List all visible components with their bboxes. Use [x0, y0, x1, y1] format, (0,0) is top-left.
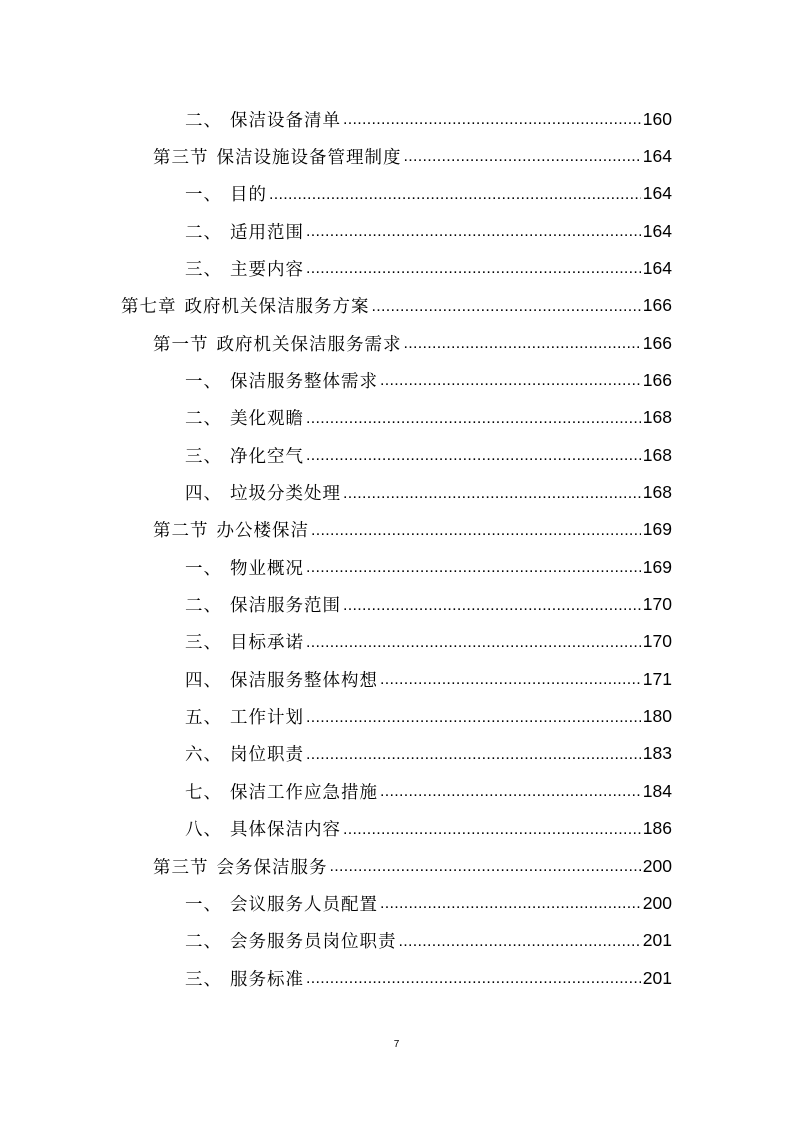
- toc-entry[interactable]: [121, 291, 672, 321]
- toc-entry-page: 166: [642, 332, 672, 353]
- toc-entry-title: [185, 555, 304, 580]
- toc-entry[interactable]: [185, 216, 672, 246]
- toc-entry-text: 保洁设施设备管理制度: [216, 147, 402, 168]
- toc-entry-text: 目的: [230, 185, 267, 206]
- toc-entry-page: 160: [642, 108, 672, 129]
- toc-entry-title: [185, 405, 304, 430]
- dot-leader: [380, 895, 641, 913]
- dot-leader: [306, 410, 641, 428]
- toc-entry-number: 三、: [185, 969, 222, 990]
- toc-entry[interactable]: [153, 515, 672, 545]
- toc-entry-title: [185, 107, 341, 132]
- toc-entry-page: 166: [642, 369, 672, 390]
- dot-leader: [343, 485, 641, 503]
- dot-leader: [380, 671, 641, 689]
- toc-entry-title: [153, 144, 402, 169]
- toc-entry-title: [185, 480, 341, 505]
- toc-entry-number: 五、: [185, 708, 222, 729]
- page-number: 7: [393, 1039, 400, 1050]
- toc-entry[interactable]: [185, 888, 672, 918]
- dot-leader: [269, 186, 641, 204]
- toc-entry[interactable]: [185, 926, 672, 956]
- toc-entry-title: [185, 667, 378, 692]
- toc-entry-number: 二、: [185, 110, 222, 131]
- toc-entry-title: [185, 741, 304, 766]
- toc-entry-text: 主要内容: [230, 259, 304, 280]
- toc-entry-number: 三、: [185, 259, 222, 280]
- toc-entry-page: 168: [642, 482, 672, 502]
- toc-entry-number: 一、: [185, 185, 222, 206]
- dot-leader: [330, 858, 641, 876]
- dot-leader: [306, 970, 641, 988]
- toc-entry-number: 第七章: [121, 297, 177, 318]
- toc-entry-number: 四、: [185, 670, 222, 691]
- toc-entry-title: [185, 891, 378, 916]
- dot-leader: [399, 933, 641, 951]
- toc-entry-title: [185, 443, 304, 468]
- toc-entry-page: 171: [642, 668, 672, 689]
- toc-entry-page: 186: [642, 818, 672, 839]
- toc-entry-number: 二、: [185, 932, 222, 953]
- toc-entry-text: 政府机关保洁服务方案: [184, 297, 370, 318]
- toc-entry[interactable]: [153, 141, 672, 171]
- toc-entry-number: 一、: [185, 558, 222, 579]
- toc-entry[interactable]: [185, 403, 672, 433]
- toc-entry-text: 保洁服务整体构想: [230, 670, 378, 691]
- toc-entry-text: 会务服务员岗位职责: [230, 932, 397, 953]
- dot-leader: [343, 821, 641, 839]
- dot-leader: [306, 559, 641, 577]
- toc-entry-text: 美化观瞻: [230, 409, 304, 430]
- toc-entry-text: 岗位职责: [230, 745, 304, 766]
- toc-entry-title: [153, 517, 309, 542]
- dot-leader: [311, 522, 641, 540]
- toc-entry-text: 具体保洁内容: [230, 820, 341, 841]
- toc-entry-page: 200: [642, 855, 672, 876]
- toc-entry[interactable]: [185, 963, 672, 993]
- toc-entry-title: [185, 704, 304, 729]
- toc-entry-number: 第一节: [153, 334, 209, 355]
- toc-entry-page: 164: [642, 183, 672, 204]
- toc-entry-page: 168: [642, 444, 672, 465]
- toc-entry[interactable]: [185, 739, 672, 769]
- dot-leader: [404, 148, 641, 166]
- toc-entry-title: [185, 928, 397, 953]
- dot-leader: [380, 372, 641, 390]
- toc-entry-number: 三、: [185, 633, 222, 654]
- dot-leader: [306, 746, 641, 764]
- toc-entry-page: 164: [642, 145, 672, 166]
- dot-leader: [306, 223, 641, 241]
- toc-entry-number: 三、: [185, 446, 222, 467]
- toc-entry-number: 一、: [185, 371, 222, 392]
- toc-entry[interactable]: [185, 104, 672, 134]
- toc-entry-page: 184: [642, 780, 672, 801]
- toc-entry-text: 净化空气: [230, 446, 304, 467]
- toc-entry-title: [185, 629, 304, 654]
- toc-entry-text: 适用范围: [230, 222, 304, 243]
- toc-entry-page: 168: [642, 407, 672, 428]
- toc-entry[interactable]: [185, 776, 672, 806]
- toc-entry-number: 二、: [185, 222, 222, 243]
- toc-entry-page: 170: [642, 631, 672, 652]
- toc-entry[interactable]: [185, 664, 672, 694]
- toc-entry-text: 服务标准: [230, 969, 304, 990]
- toc-entry[interactable]: [185, 478, 672, 508]
- toc-entry-text: 物业概况: [230, 558, 304, 579]
- toc-entry-number: 第二节: [153, 521, 209, 542]
- toc-entry[interactable]: [185, 365, 672, 395]
- toc-entry-title: [185, 256, 304, 281]
- toc-entry-text: 保洁服务整体需求: [230, 371, 378, 392]
- toc-entry-page: 164: [642, 220, 672, 241]
- toc-entry-text: 办公楼保洁: [216, 521, 309, 542]
- toc-entry-page: 166: [642, 295, 672, 316]
- dot-leader: [343, 597, 641, 615]
- toc-entry-page: 201: [642, 930, 672, 951]
- toc-entry-page: 164: [642, 257, 672, 278]
- toc-entry[interactable]: [185, 179, 672, 209]
- toc-entry-number: 二、: [185, 596, 222, 617]
- toc-entry-page: 200: [642, 892, 672, 913]
- toc-entry-title: [185, 181, 267, 206]
- toc-entry-number: 六、: [185, 745, 222, 766]
- toc-entry-page: 201: [642, 967, 672, 988]
- toc-entry-page: 169: [642, 519, 672, 540]
- toc-entry-title: [153, 331, 402, 356]
- toc-entry-text: 保洁设备清单: [230, 110, 341, 131]
- toc-entry-page: 180: [642, 706, 672, 727]
- dot-leader: [306, 260, 641, 278]
- toc-entry[interactable]: [185, 814, 672, 844]
- toc-entry-number: 四、: [185, 484, 222, 504]
- toc-entry[interactable]: [185, 253, 672, 283]
- toc-entry[interactable]: [185, 702, 672, 732]
- dot-leader: [380, 783, 641, 801]
- toc-entry-text: 会议服务人员配置: [230, 894, 378, 915]
- toc-entry-page: 170: [642, 594, 672, 615]
- dot-leader: [343, 111, 641, 129]
- toc-entry[interactable]: [185, 440, 672, 470]
- toc-entry[interactable]: [185, 552, 672, 582]
- toc-entry-number: 一、: [185, 894, 222, 915]
- toc-entry-page: 183: [642, 743, 672, 764]
- toc-entry[interactable]: [185, 627, 672, 657]
- toc-entry-title: [185, 219, 304, 244]
- toc-entry[interactable]: [153, 851, 672, 881]
- dot-leader: [372, 298, 641, 316]
- toc-entry-number: 第三节: [153, 147, 209, 168]
- toc-entry-page: 169: [642, 556, 672, 577]
- toc-entry-title: [185, 592, 341, 617]
- toc-entry-number: 第三节: [153, 857, 209, 878]
- toc-entry-text: 会务保洁服务: [216, 857, 328, 878]
- toc-entry-text: 保洁服务范围: [230, 596, 341, 617]
- toc-entry-text: 目标承诺: [230, 633, 304, 654]
- dot-leader: [404, 335, 641, 353]
- toc-entry-number: 二、: [185, 409, 222, 430]
- toc-entry-title: [153, 854, 328, 879]
- toc-entry[interactable]: [153, 328, 672, 358]
- dot-leader: [306, 447, 641, 465]
- toc-entry-title: [185, 816, 341, 841]
- toc-entry-title: [185, 779, 378, 804]
- dot-leader: [306, 634, 641, 652]
- toc-entry-text: 政府机关保洁服务需求: [216, 334, 402, 355]
- toc-entry-number: 七、: [185, 782, 222, 803]
- toc-entry-text: 垃圾分类处理: [230, 484, 341, 504]
- toc-entry-text: 保洁工作应急措施: [230, 782, 378, 803]
- toc-entry-title: [185, 368, 378, 393]
- toc-entry-title: [121, 293, 370, 318]
- toc-entry[interactable]: [185, 590, 672, 620]
- dot-leader: [306, 709, 641, 727]
- toc-entry-text: 工作计划: [230, 708, 304, 729]
- toc-entry-title: [185, 966, 304, 991]
- toc-entry-number: 八、: [185, 820, 222, 841]
